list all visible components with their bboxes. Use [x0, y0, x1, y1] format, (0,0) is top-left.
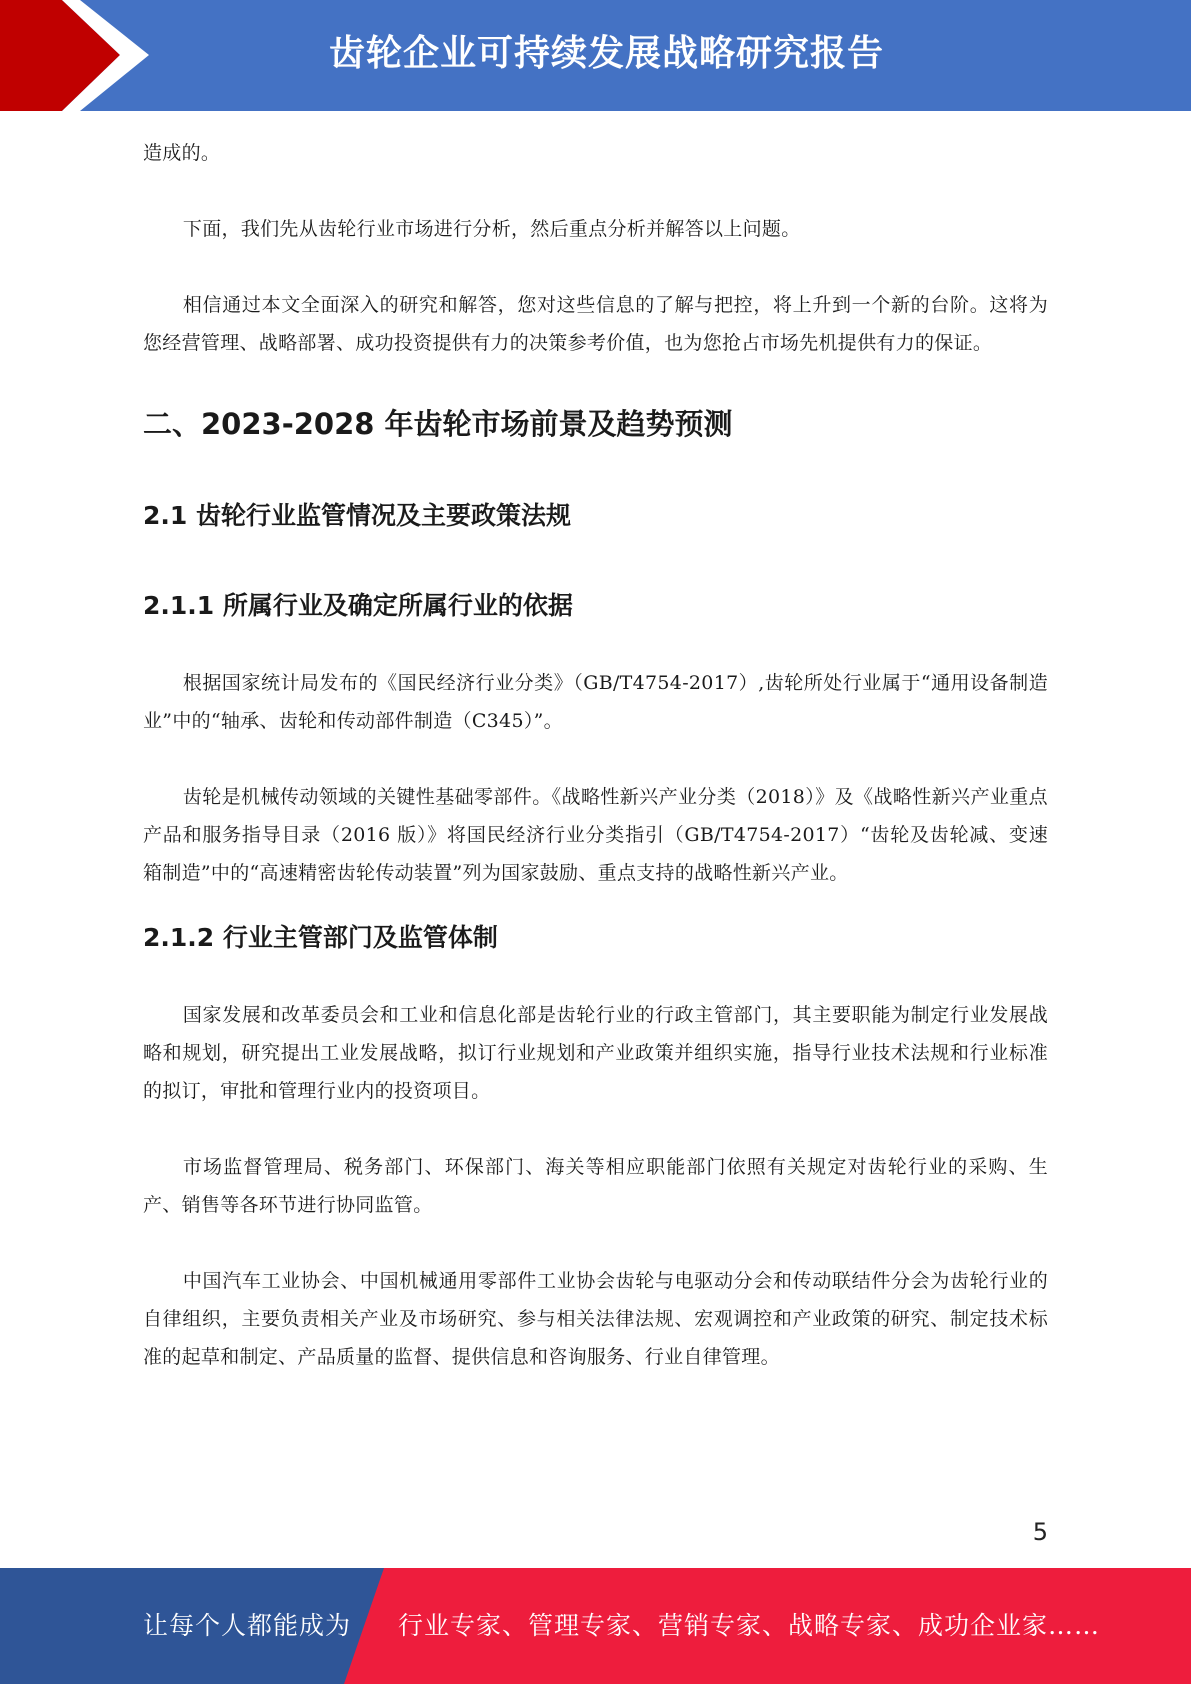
subsection-heading-2-1-1: 2.1.1 所属行业及确定所属行业的依据 — [143, 591, 573, 620]
subsection-heading-2-1: 2.1 齿轮行业监管情况及主要政策法规 — [143, 501, 571, 530]
paragraph-1: 造成的。 — [143, 142, 221, 164]
footer-slogan-left: 让每个人都能成为 — [143, 1611, 352, 1640]
paragraph-3: 相信通过本文全面深入的研究和解答，您对这些信息的了解与把控，将上升到一个新的台阶。这将为您经营管理、战略部署、成功投资提供有力的决策参考价值，也为您抢占市场先机提供有力的保证。 — [143, 294, 1048, 354]
paragraph-2: 下面，我们先从齿轮行业市场进行分析，然后重点分析并解答以上问题。 — [182, 218, 801, 240]
section-heading-2: 二、2023-2028 年齿轮市场前景及趋势预测 — [143, 407, 733, 441]
paragraph-6: 国家发展和改革委员会和工业和信息化部是齿轮行业的行政主管部门，其主要职能为制定行业发展战略和规划，研究提出工业发展战略，拟订行业规划和产业政策并组织实施，指导行业技术法规和行业标准的拟订，审批和管理行业内的投资项目。 — [143, 1004, 1048, 1102]
paragraph-8: 中国汽车工业协会、中国机械通用零部件工业协会齿轮与电驱动分会和传动联结件分会为齿轮行业的自律组织，主要负责相关产业及市场研究、参与相关法律法规、宏观调控和产业政策的研究、制定技术标准的起草和制定、产品质量的监督、提供信息和咨询服务、行业自律管理。 — [143, 1270, 1048, 1368]
page-number: 5 — [1032, 1518, 1048, 1546]
paragraph-4: 根据国家统计局发布的《国民经济行业分类》（GB/T4754-2017）,齿轮所处行业属于“通用设备制造业”中的“轴承、齿轮和传动部件制造（C345）”。 — [143, 672, 1048, 732]
subsection-heading-2-1-2: 2.1.2 行业主管部门及监管体制 — [143, 923, 498, 952]
page-header — [0, 0, 1191, 111]
document-body — [143, 134, 1048, 1414]
paragraph-7: 市场监督管理局、税务部门、环保部门、海关等相应职能部门依照有关规定对齿轮行业的采购、生产、销售等各环节进行协同监管。 — [143, 1156, 1048, 1216]
report-title: 齿轮企业可持续发展战略研究报告 — [328, 33, 884, 74]
paragraph-5: 齿轮是机械传动领域的关键性基础零部件。《战略性新兴产业分类（2018）》及《战略性新兴产业重点产品和服务指导目录（2016 版）》将国民经济行业分类指引（GB/T4754-2017）“齿轮及齿轮减、变速箱制造”中的“高速精密齿轮传动装置”列为国家鼓励、重点支持的战略性新兴产业。 — [143, 786, 1048, 884]
footer-slogan-right: 行业专家、管理专家、营销专家、战略专家、成功企业家…… — [398, 1611, 1101, 1640]
page-footer — [0, 1568, 1191, 1684]
